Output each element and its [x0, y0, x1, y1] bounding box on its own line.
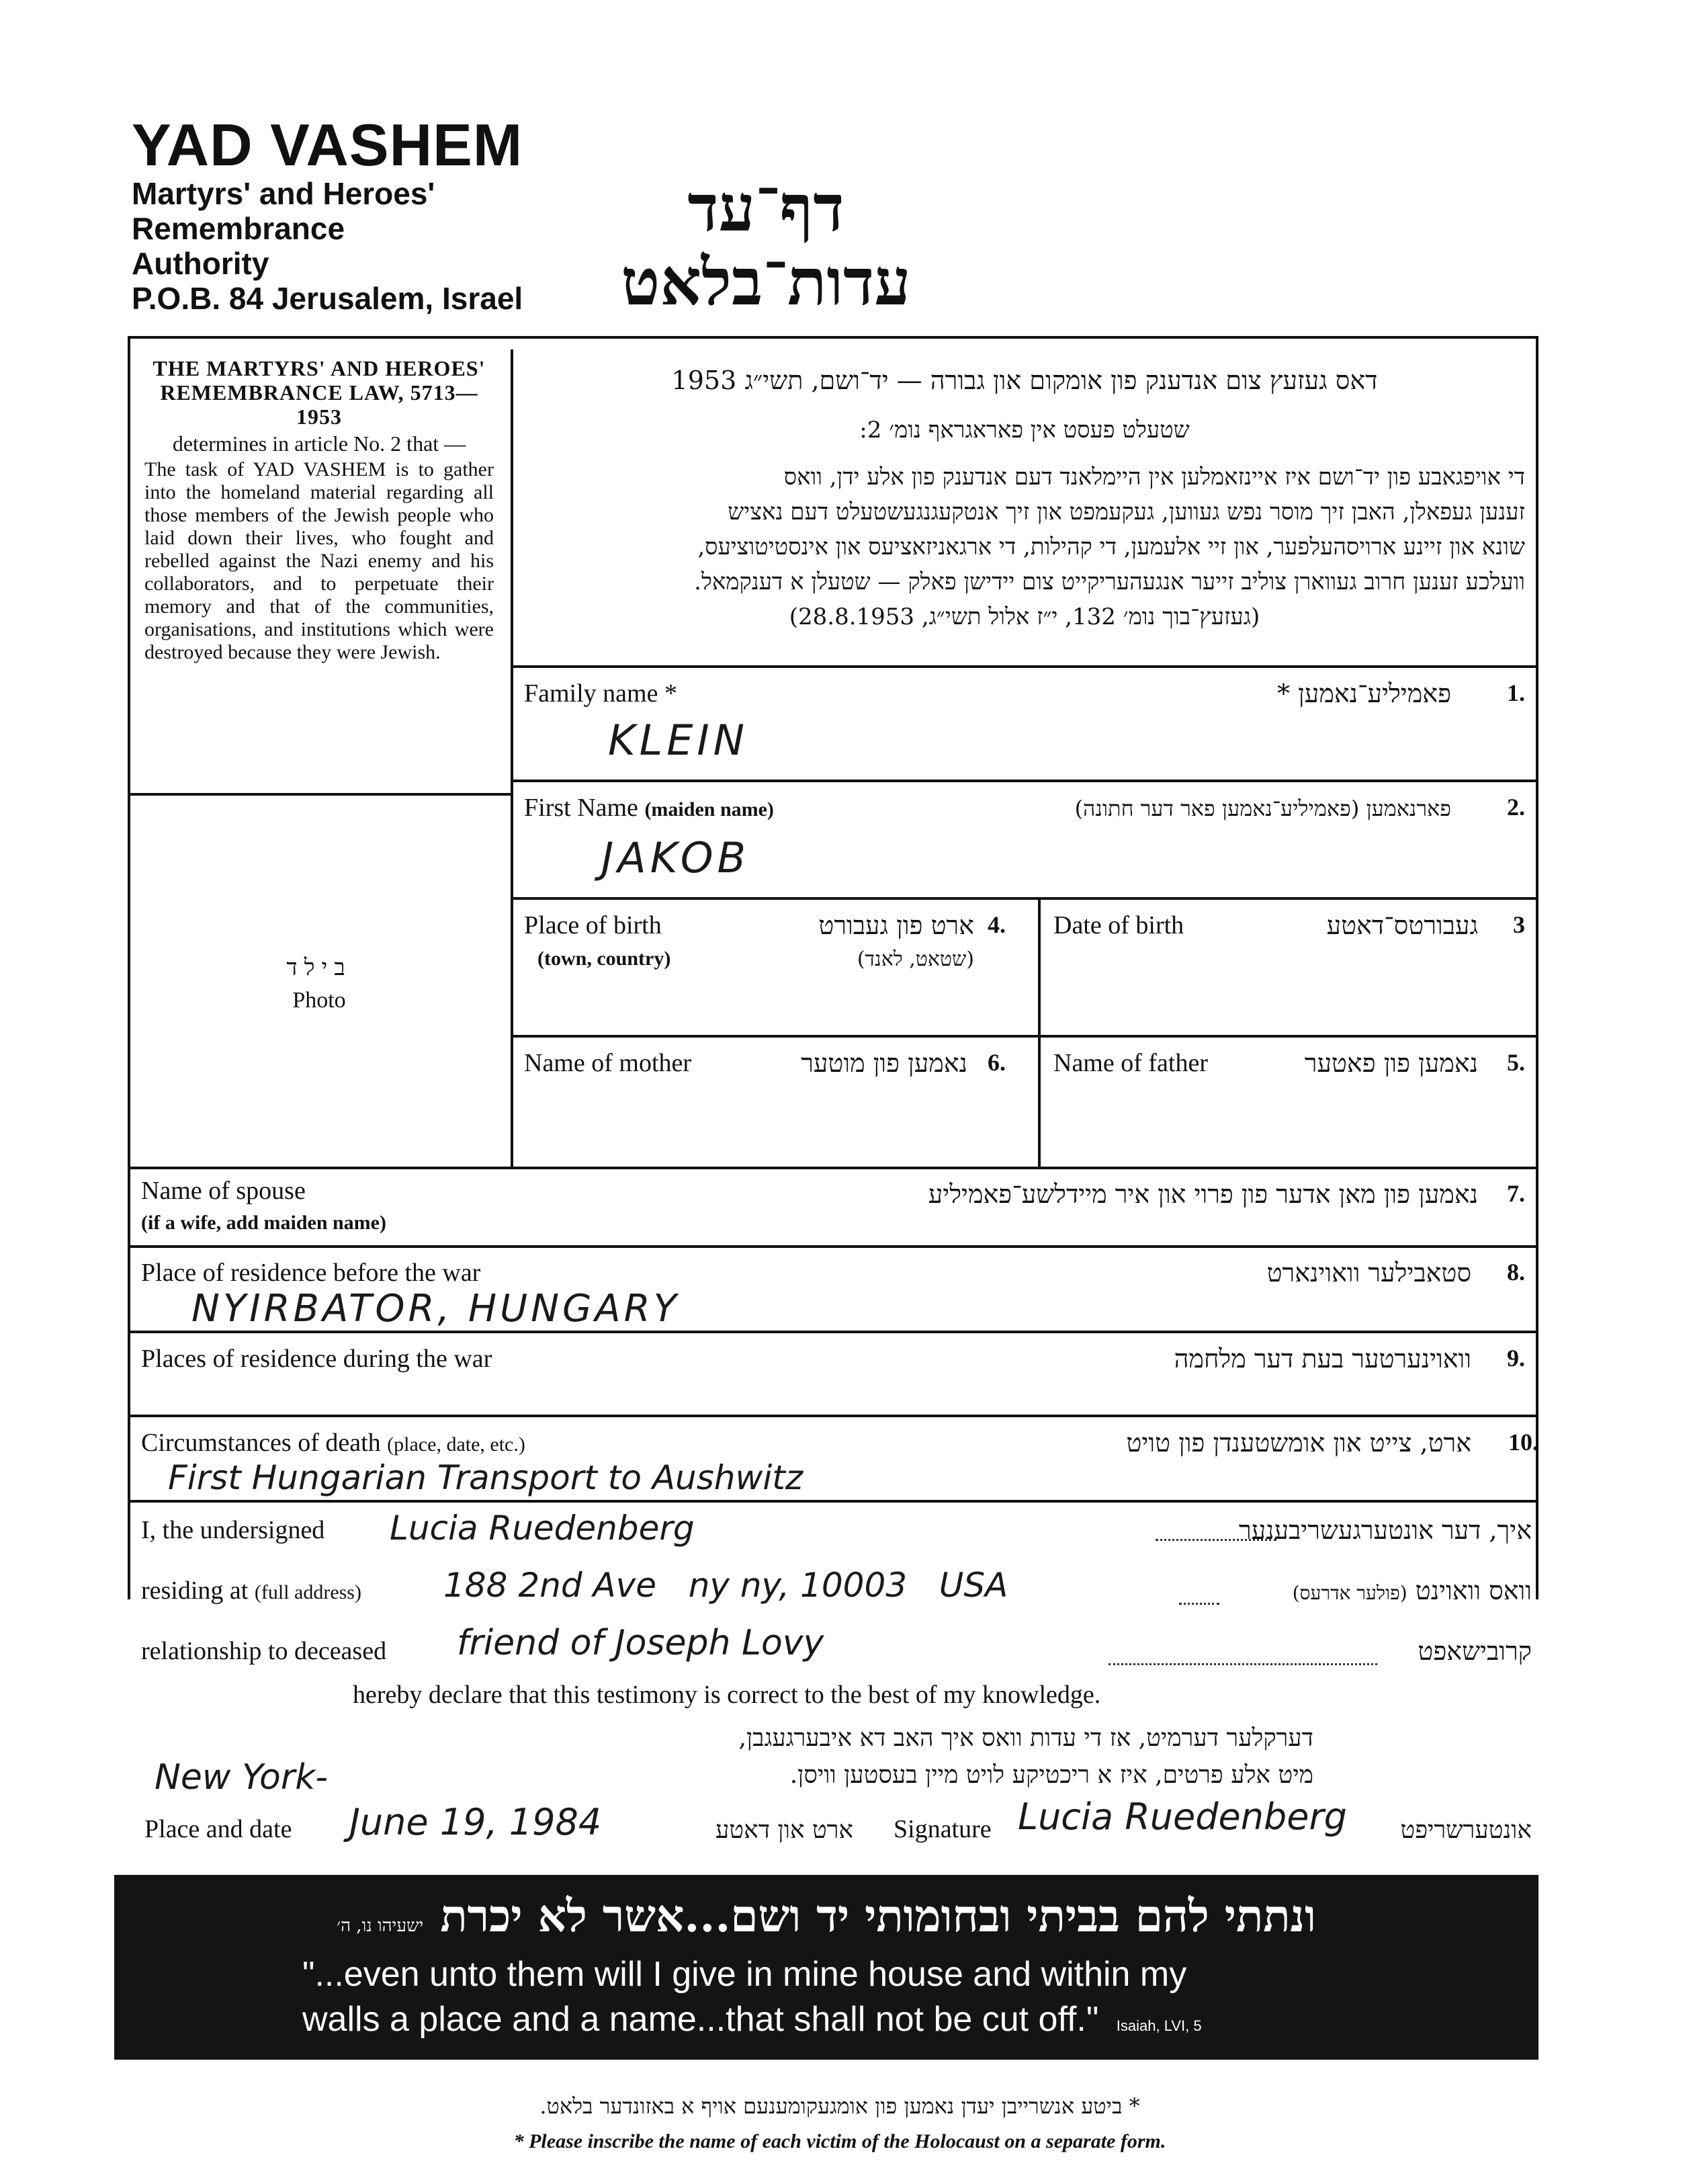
footer-hebrew-note: * ביטע אנשרייבן יעדן נאמען פון אומגעקומענעם אויף א באזונדער בלאט.	[539, 2093, 1140, 2119]
field-8-number: 8.	[1507, 1259, 1525, 1286]
signature-value[interactable]: Lucia Ruedenberg	[1018, 1796, 1347, 1838]
yiddish-law-line-4: זענען געפאלן, האבן זיך מוסר נפש געווען, געקעמפט און זיך אנטקעגנגעשטעלט דעם נאציש	[728, 499, 1525, 526]
law-intro: determines in article No. 2 that —	[172, 431, 466, 456]
photo-hebrew-label: בילד	[286, 954, 352, 981]
place-date-label: Place and date	[144, 1815, 292, 1843]
address-hebrew-small: (פולער אדרעס)	[1292, 1582, 1407, 1604]
yiddish-law-line-2: שטעלט פעסט אין פאראגראף נומ׳ 2:	[859, 417, 1190, 444]
row-7-top	[128, 1167, 1538, 1169]
row-2-top	[511, 780, 1538, 782]
form-right-border	[1536, 336, 1538, 1599]
name-of-spouse-label: Name of spouse	[141, 1177, 306, 1205]
residence-before-war-label: Place of residence before the war	[141, 1259, 481, 1287]
field-6-number: 6.	[988, 1049, 1006, 1076]
row-9-top	[128, 1331, 1538, 1333]
circumstances-of-death-label-text: Circumstances of death	[141, 1429, 381, 1457]
org-name: YAD VASHEM	[132, 112, 523, 178]
law-box-bottom	[128, 793, 513, 796]
name-of-mother-label: Name of mother	[524, 1049, 692, 1077]
name-of-father-hebrew: נאמען פון פאטער	[1304, 1048, 1478, 1078]
name-of-father-label: Name of father	[1053, 1049, 1208, 1077]
field-3-number: 3	[1513, 911, 1525, 938]
place-of-birth-label: Place of birth	[524, 911, 662, 939]
field-1-number: 1.	[1507, 679, 1525, 706]
relationship-value[interactable]: friend of Joseph Lovy	[457, 1623, 824, 1663]
place-of-birth-label-small: (town, country)	[537, 948, 671, 970]
name-of-spouse-hebrew: נאמען פון מאן אדער פון פרוי און איר מיידלשע־פאמיליע	[928, 1179, 1478, 1209]
yiddish-law-text	[524, 363, 1525, 634]
org-line-2: Remembrance	[132, 211, 345, 246]
law-title: THE MARTYRS' AND HEROES' REMEMBRANCE LAW, 5713—1953	[153, 356, 486, 429]
declaration-hebrew-1: דערקלער דערמיט, אז די עדות וואס איך האב דא איבערגעגבן,	[738, 1724, 1313, 1752]
field-5-number: 5.	[1507, 1049, 1525, 1076]
law-column-divider	[511, 349, 513, 1169]
scripture-banner	[114, 1875, 1538, 2060]
row-10-top	[128, 1415, 1538, 1417]
org-line-1: Martyrs' and Heroes'	[132, 176, 435, 211]
circumstances-of-death-label	[141, 1428, 525, 1458]
photo-area	[131, 800, 507, 1163]
row-3-top	[511, 897, 1538, 900]
address-label	[141, 1576, 361, 1605]
undersigned-label: I, the undersigned	[141, 1516, 325, 1544]
law-box	[144, 356, 494, 664]
hebrew-title-1: דף־עד	[687, 170, 844, 246]
first-name-hebrew: פארנאמען (פאמיליע־נאמען פאר דער חתונה)	[1074, 796, 1451, 821]
banner-english-line-2-text: walls a place and a name...that shall not be cut off."	[302, 2000, 1099, 2039]
declaration-english: hereby declare that this testimony is correct to the best of my knowledge.	[353, 1681, 1101, 1709]
field-2-number: 2.	[1507, 794, 1525, 821]
banner-english-line-2	[302, 1999, 1202, 2040]
signature-label: Signature	[894, 1815, 992, 1843]
field-4-number: 4.	[988, 911, 1006, 938]
address-value[interactable]: 188 2nd Ave ny ny, 10003 USA	[443, 1566, 1008, 1605]
date-of-birth-hebrew: געבורטס־דאטע	[1326, 911, 1478, 940]
address-label-text: residing at	[141, 1577, 249, 1605]
relationship-dotted-line	[1109, 1663, 1377, 1665]
first-name-label-small: (maiden name)	[644, 798, 774, 821]
place-date-value[interactable]: June 19, 1984	[349, 1801, 602, 1843]
address-hebrew-text: וואס וואוינט	[1415, 1576, 1532, 1605]
relationship-label: relationship to deceased	[141, 1637, 387, 1665]
date-of-birth-label: Date of birth	[1053, 911, 1184, 939]
name-of-mother-hebrew: נאמען פון מוטער	[801, 1048, 967, 1078]
signature-hebrew: אונטערשריפט	[1400, 1816, 1532, 1844]
org-line-3: Authority	[132, 246, 269, 281]
birth-column-divider	[1038, 897, 1041, 1169]
row-declarant-top	[128, 1500, 1538, 1503]
address-dotted-line	[1179, 1603, 1219, 1605]
field-9-number: 9.	[1507, 1345, 1525, 1372]
name-of-spouse-label-small: (if a wife, add maiden name)	[141, 1212, 386, 1234]
place-of-birth-hebrew-small: (שטאט, לאנד)	[857, 948, 974, 971]
row-1-top	[511, 665, 1538, 668]
yiddish-law-line-5: שונא און זיינע ארויסהעלפער, און זיי אלעמען, די קהילות, די ארגאניזאציעס און אינסטיטוציעס,	[697, 534, 1525, 560]
form-top-border	[128, 336, 1538, 339]
row-5-top	[511, 1035, 1538, 1038]
family-name-value[interactable]: KLEIN	[608, 716, 749, 765]
org-header	[132, 114, 562, 316]
undersigned-hebrew: איך, דער אונטערגעשריבענער	[1238, 1515, 1532, 1545]
banner-english-line-1: "...even unto them will I give in mine house and within my	[302, 1955, 1187, 1994]
hebrew-title-2: עדות־בלאט	[621, 244, 911, 320]
form-left-border	[128, 336, 130, 1599]
field-10-number: 10.	[1508, 1429, 1538, 1456]
circumstances-of-death-label-small: (place, date, etc.)	[387, 1433, 525, 1456]
first-name-value[interactable]: JAKOB	[601, 833, 750, 882]
residence-before-war-value[interactable]: NYIRBATOR, HUNGARY	[191, 1287, 680, 1331]
field-7-number: 7.	[1507, 1180, 1525, 1207]
first-name-label-text: First Name	[524, 794, 638, 822]
residence-during-war-label: Places of residence during the war	[141, 1345, 492, 1373]
banner-hebrew-text: ונתתי להם בביתי ובחומותי יד ושם...אשר לא יכרת	[440, 1890, 1316, 1942]
family-name-hebrew: פאמיליע־נאמען *	[1277, 679, 1451, 708]
place-of-birth-hebrew: ארט פון געבורט	[818, 911, 974, 940]
org-address: P.O.B. 84 Jerusalem, Israel	[132, 281, 523, 316]
yiddish-law-line-7: (געזעץ־בוך נומ׳ 132, י״ז אלול תשי״ג, 28.8.1953)	[789, 603, 1260, 630]
place-value[interactable]: New York-	[155, 1757, 329, 1798]
banner-english-ref: Isaiah, LVI, 5	[1116, 2017, 1202, 2034]
yiddish-law-line-3: די אויפגאבע פון יד־ושם איז איינזאמלען אין היימלאנד דעם אנדענק פון אלע ידן, וואס	[783, 464, 1525, 491]
circumstances-of-death-value[interactable]: First Hungarian Transport to Aushwitz	[168, 1458, 804, 1497]
undersigned-value[interactable]: Lucia Ruedenberg	[390, 1509, 695, 1548]
place-date-hebrew: ארט און דאטע	[715, 1816, 853, 1844]
address-hebrew	[1293, 1576, 1532, 1606]
residence-before-war-hebrew: סטאבילער וואוינארט	[1266, 1258, 1471, 1288]
hebrew-title	[558, 171, 974, 319]
residence-during-war-hebrew: וואוינערטער בעת דער מלחמה	[1174, 1344, 1471, 1374]
banner-hebrew	[114, 1890, 1538, 1943]
family-name-label: Family name *	[524, 679, 677, 708]
declaration-hebrew-2: מיט אלע פרטים, איז א ריכטיקע לויט מיין בעסטען וויסן.	[789, 1761, 1313, 1789]
relationship-hebrew: קרובישאפט	[1418, 1636, 1532, 1666]
footer-english-note: * Please inscribe the name of each victim of the Holocaust on a separate form.	[513, 2130, 1166, 2152]
banner-hebrew-ref: ישעיהו נו, ה׳	[337, 1916, 424, 1936]
yiddish-law-line-6: וועלכע זענען חרוב געווארן צוליב זייער אנגעהעריקייט צום יידישן פאלק — שטעלן א דענקמאל.	[694, 569, 1525, 595]
row-8-top	[128, 1245, 1538, 1248]
address-label-small: (full address)	[254, 1581, 361, 1603]
yiddish-law-line-1: דאס געזעץ צום אנדענק פון אומקום און גבורה — יד־ושם, תשי״ג 1953	[671, 366, 1378, 395]
first-name-label	[524, 793, 774, 823]
circumstances-of-death-hebrew: ארט, צייט און אומשטענדן פון טויט	[1126, 1428, 1471, 1458]
law-body: The task of YAD VASHEM is to gather into the homeland material regarding all those members of the Jewish people who laid down their lives, who fought and rebelled against the Nazi enemy and his collaborators, and to perpetuate their memory and that of the communities, organisations, and institutions which were destroyed because they were Jewish.	[144, 458, 494, 663]
photo-label: Photo	[292, 988, 346, 1013]
